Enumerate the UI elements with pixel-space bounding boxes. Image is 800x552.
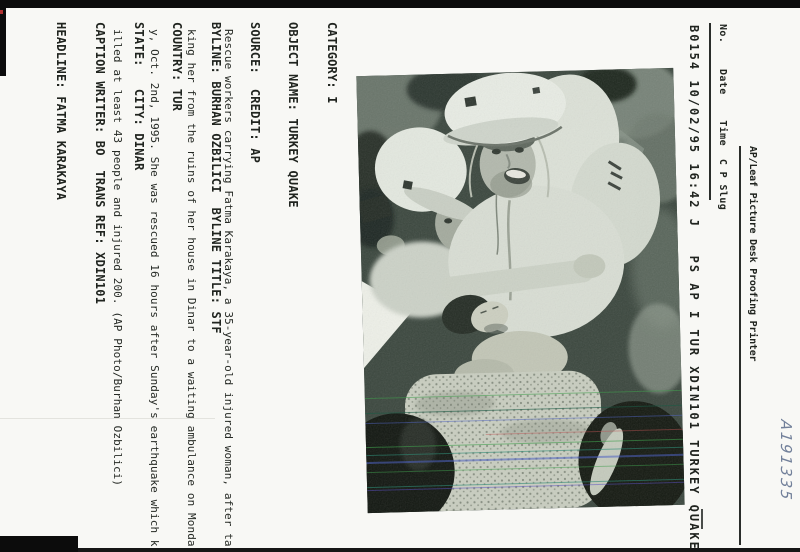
metadata-line-caption-writer: CAPTION WRITER: BO TRANS REF: XDIN101 <box>92 22 107 305</box>
printer-title: AP/Leaf Picture Desk Proofing Printer <box>747 146 758 362</box>
scanner-corner-blob <box>0 536 78 552</box>
scanner-red-speck <box>0 10 3 14</box>
columns-header-underline <box>709 23 711 200</box>
caption-line: king her from the ruins of her house in Dinar to a waiting ambulance on Monda <box>184 29 198 547</box>
proof-entry-line: B0154 10/02/95 16:42 J PS AP I TUR XDIN101 TURKEY QUAKE <box>687 25 701 551</box>
metadata-line-state-city: STATE: CITY: DINAR <box>131 22 146 171</box>
metadata-line-category: CATEGORY: I <box>325 22 340 104</box>
news-photo-graphic <box>356 68 684 513</box>
metadata-line-byline: BYLINE: BURHAN OZBILICI BYLINE TITLE: STF <box>209 22 224 334</box>
entry-row-tick-mark <box>701 509 703 529</box>
columns-header: No. Date Time C P Slug <box>717 24 728 211</box>
handwritten-note: A191335 <box>777 418 795 503</box>
caption-block <box>98 29 259 547</box>
caption-line: Rescue workers carrying Fatma Karakaya, a 35-year-old injured woman, after ta <box>222 29 236 547</box>
title-underline-rule <box>739 146 741 545</box>
metadata-line-object-name: OBJECT NAME: TURKEY QUAKE <box>286 22 301 208</box>
metadata-line-headline: HEADLINE: FATMA KARAKAYA <box>54 22 69 201</box>
metadata-line-country: COUNTRY: TUR <box>170 22 185 112</box>
caption-line: illed at least 43 people and injured 200. (AP Photo/Burhan Ozbilici) <box>110 29 124 487</box>
metadata-line-source-credit: SOURCE: CREDIT: AP <box>247 22 262 164</box>
scanner-bottom-edge-bar <box>0 548 800 552</box>
caption-line: y, Oct. 2nd, 1995. She was rescued 16 hours after Sunday's earthquake which k <box>147 29 161 547</box>
scanner-top-edge-bar <box>0 0 800 8</box>
news-photo <box>356 68 684 513</box>
